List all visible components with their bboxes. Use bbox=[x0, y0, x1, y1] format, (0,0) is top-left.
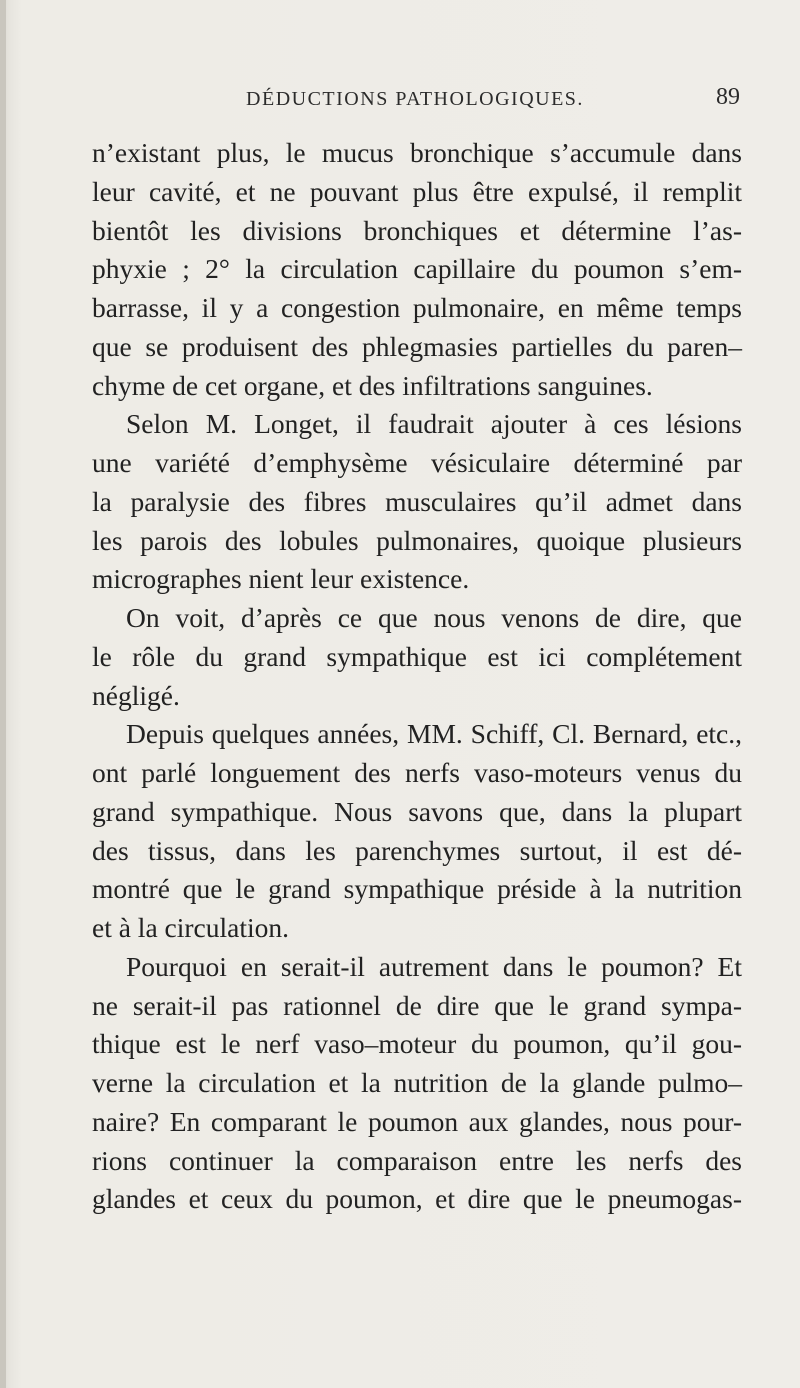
text-line: Selon M. Longet, il faudrait ajouter à ces lésions bbox=[126, 408, 742, 440]
text-line: une variété d’emphysème vésiculaire déterminé par bbox=[92, 447, 742, 478]
page-number: 89 bbox=[716, 84, 740, 110]
text-line: micrographes nient leur existence. bbox=[92, 563, 470, 595]
text-line: thique est le nerf vaso–moteur du poumon, qu’il gou- bbox=[92, 1028, 742, 1060]
text-line: Pourquoi en serait-il autrement dans le poumon? Et bbox=[126, 950, 742, 982]
text-line: ne serait-il pas rationnel de dire que le grand sympa- bbox=[92, 989, 742, 1021]
text-line: négligé. bbox=[92, 679, 180, 711]
text-line: les parois des lobules pulmonaires, quoique plusieurs bbox=[92, 524, 742, 556]
text-line: n’existant plus, le mucus bronchique s’accumule dans bbox=[92, 137, 742, 168]
running-title: DÉDUCTIONS PATHOLOGIQUES. bbox=[246, 88, 584, 110]
text-line: bientôt les divisions bronchiques et détermine l’as- bbox=[92, 214, 742, 246]
text-line: et à la circulation. bbox=[92, 912, 289, 943]
page-header bbox=[90, 80, 740, 120]
text-line: des tissus, dans les parenchymes surtout, il est dé- bbox=[92, 834, 742, 866]
text-line: naire? En comparant le poumon aux glandes, nous pour- bbox=[92, 1105, 742, 1137]
text-line: chyme de cet organe, et des infiltrations sanguines. bbox=[92, 369, 653, 401]
text-line: ont parlé longuement des nerfs vaso-moteurs venus du bbox=[92, 757, 742, 788]
text-line: Depuis quelques années, MM. Schiff, Cl. Bernard, etc., bbox=[126, 718, 742, 750]
text-line: grand sympathique. Nous savons que, dans la plupart bbox=[92, 795, 742, 827]
text-line: verne la circulation et la nutrition de la glande pulmo– bbox=[92, 1067, 742, 1098]
text-line: glandes et ceux du poumon, et dire que le pneumogas- bbox=[92, 1183, 742, 1215]
text-line: montré que le grand sympathique préside à la nutrition bbox=[92, 873, 742, 905]
text-line: le rôle du grand sympathique est ici complétement bbox=[92, 640, 742, 672]
text-line: phyxie ; 2° la circulation capillaire du poumon s’em- bbox=[92, 253, 742, 285]
text-line: rions continuer la comparaison entre les nerfs des bbox=[92, 1144, 742, 1176]
text-line: On voit, d’après ce que nous venons de dire, que bbox=[126, 602, 742, 633]
text-line: que se produisent des phlegmasies partielles du paren– bbox=[92, 330, 742, 362]
text-line: barrasse, il y a congestion pulmonaire, en même temps bbox=[92, 292, 742, 323]
text-line: leur cavité, et ne pouvant plus être expulsé, il remplit bbox=[92, 175, 742, 207]
body-text bbox=[92, 134, 742, 1219]
text-line: la paralysie des fibres musculaires qu’il admet dans bbox=[92, 485, 742, 517]
page-edge-shadow bbox=[0, 0, 6, 1388]
